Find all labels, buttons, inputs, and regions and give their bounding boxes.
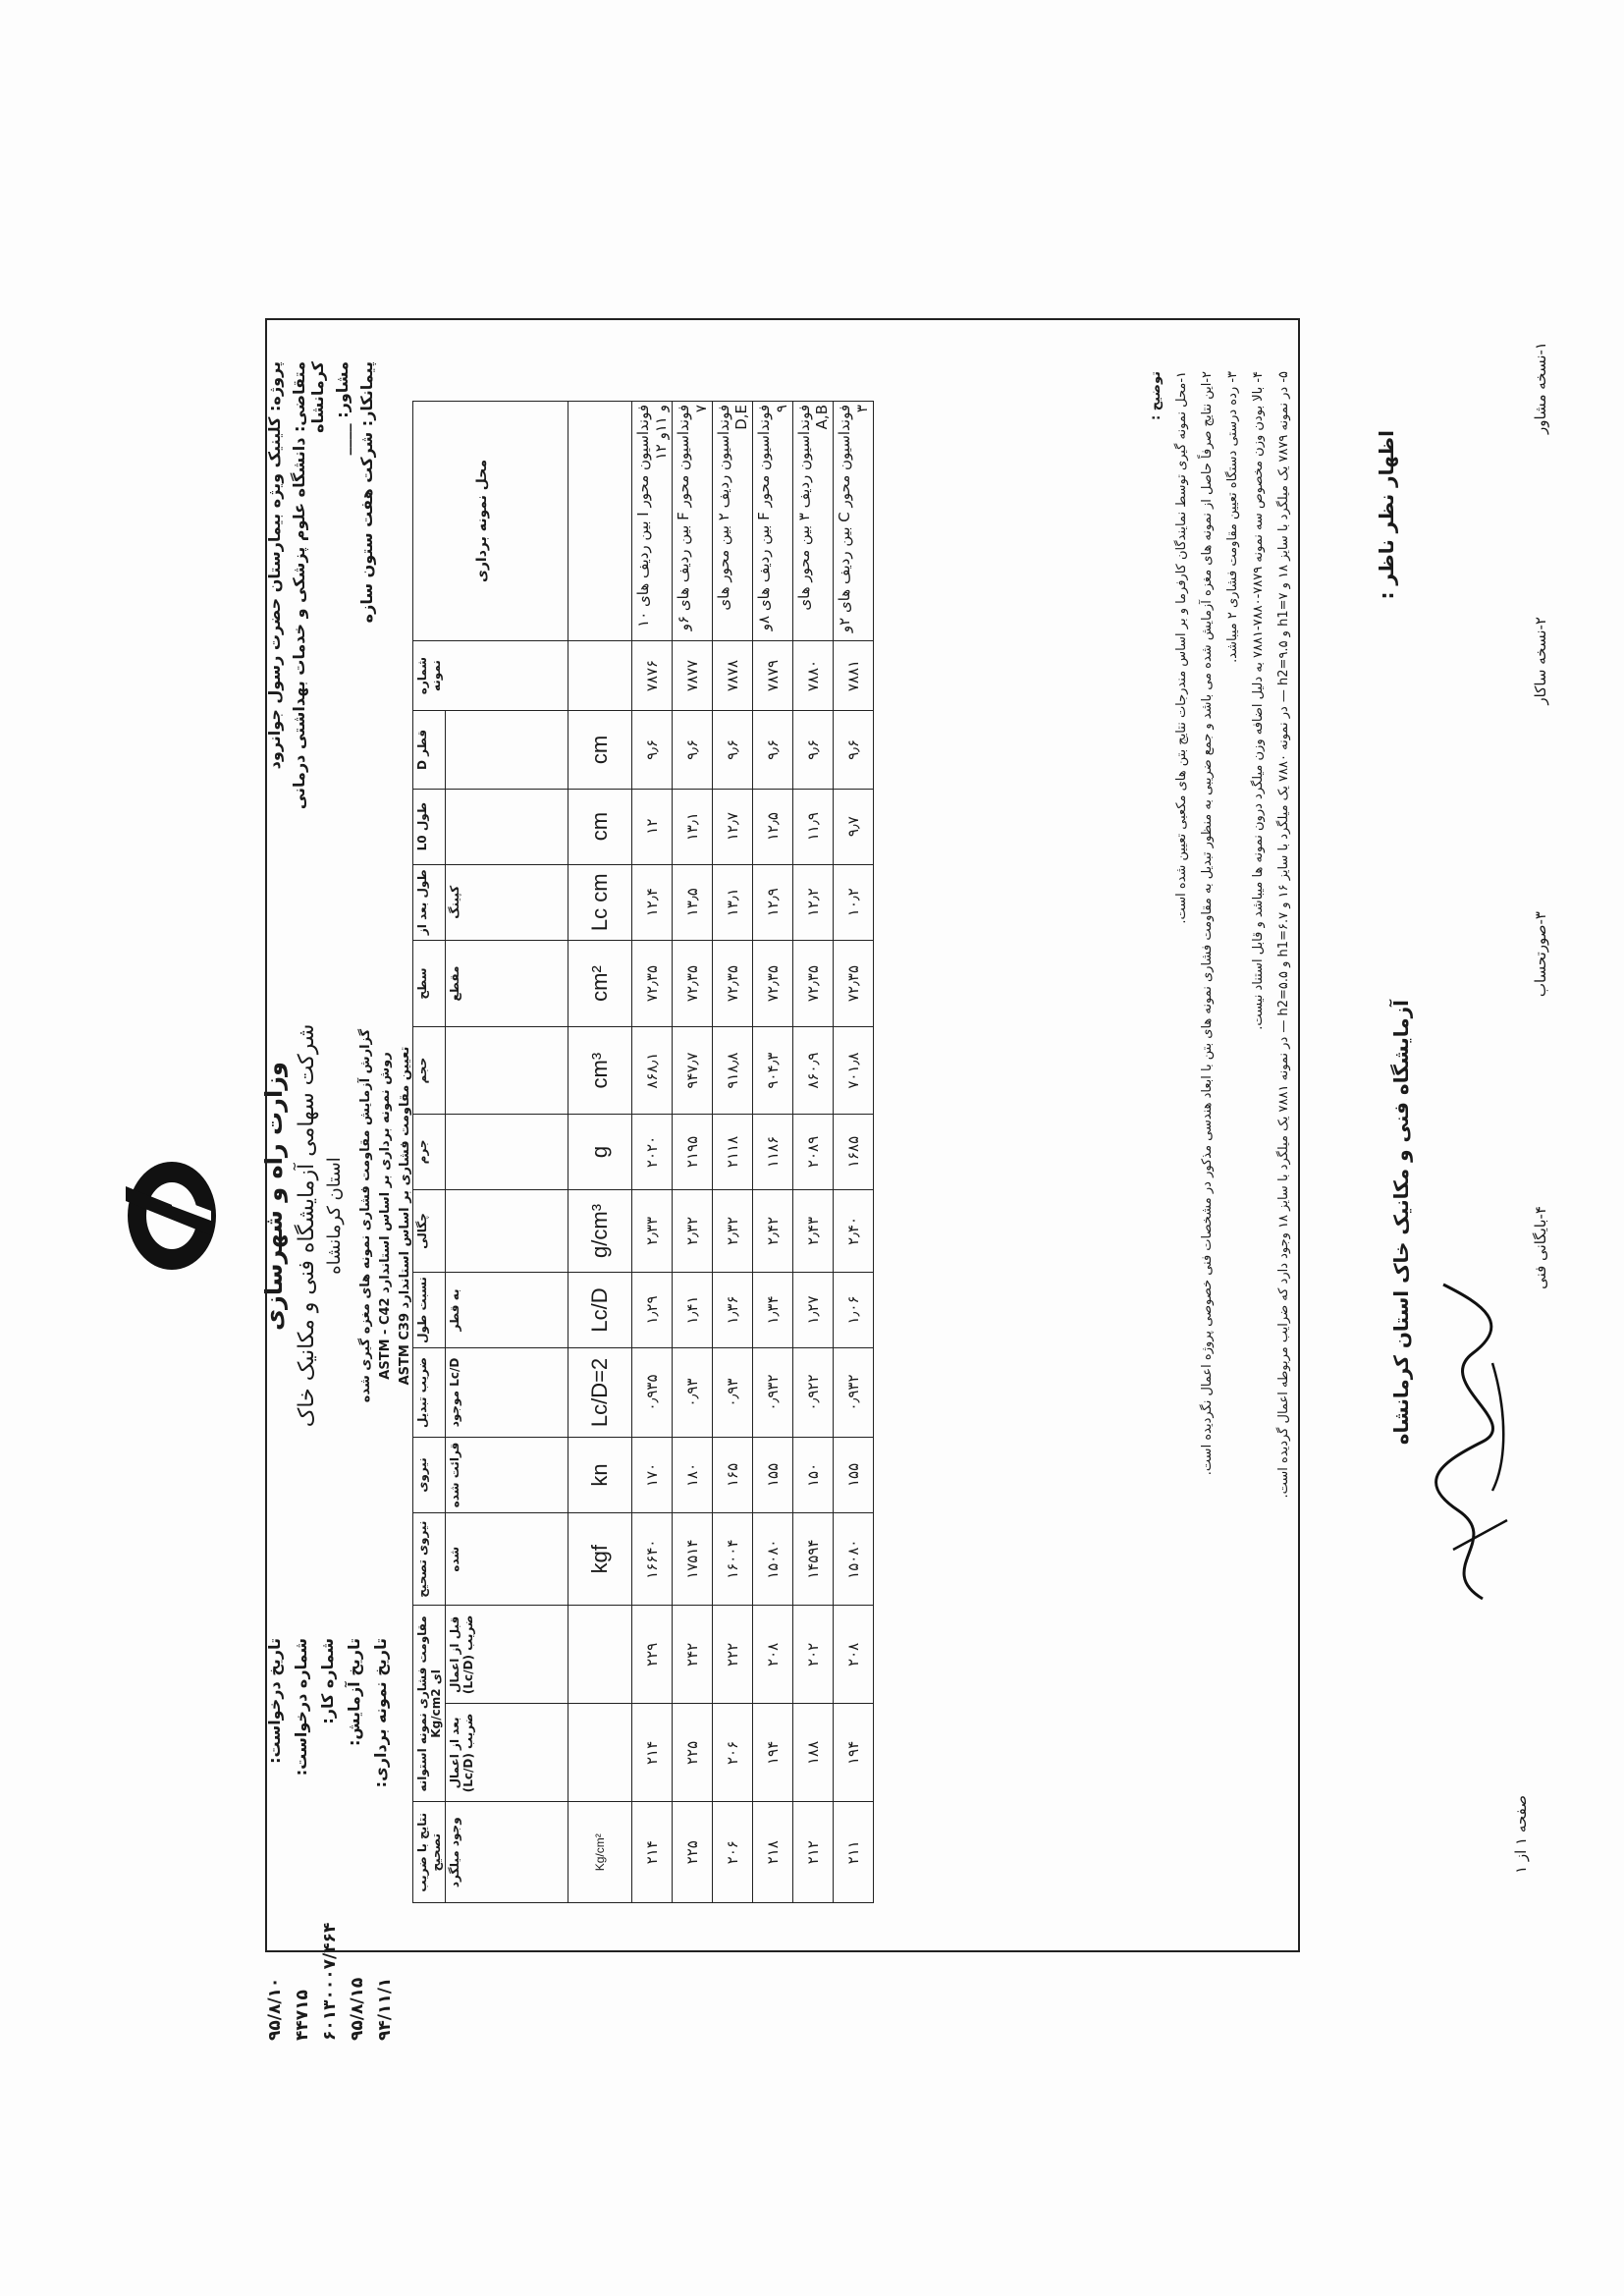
cell-corrected-result: ۲۰۶ [713,1802,753,1903]
strength-before-col: قبل از اعمال ضریب (Lc/D) [446,1606,568,1704]
cell-strength-before: ۲۰۲ [793,1606,834,1704]
cell-ld-ratio: ۱٫۳۴ [753,1272,793,1347]
cell-force-kgf: ۱۵۰۸۰ [834,1513,874,1606]
cell-conversion-factor: ۰٫۹۳۵ [632,1348,673,1438]
unit-diameter: cm [568,711,632,789]
test-date-value: ۹۵/۸/۱۵ [348,1977,367,2041]
col-area: سطح [413,940,446,1027]
col-diameter: قطر D [413,711,446,789]
cell-volume: ۷۰۱٫۸ [834,1027,874,1115]
cell-corrected-result: ۲۱۲ [793,1802,834,1903]
note-item: ۴- بالا بودن وزن مخصوص سه نمونه ۷۸۷۹-۷۸۸۰-۷۸۸۱ به دلیل اضافه وزن میلگرد درون نمونه ها میباشد و قابل استناد نیست. [1251,371,1266,1030]
ld-ratio-sub: به قطر [446,1272,568,1347]
unit-area: cm² [568,940,632,1027]
standard-c39: تعیین مقاومت فشاری بر اساس استاندارد ASTM C39 [398,1046,412,1386]
cell-length: ۹٫۷ [834,789,874,864]
cell-length: ۱۳٫۱ [673,789,713,864]
client-line: متقاضی: دانشگاه علوم پزشکی و خدمات بهداشتی درمانی کرمانشاه [290,361,327,810]
corrected-result-sub: وجود میلگرد [446,1802,568,1903]
contractor-line: پیمانکار: شرکت هفت ستون سازه [357,361,376,624]
density-sub [446,1189,568,1272]
cell-density: ۲٫۴۲ [753,1189,793,1272]
col-mass: جرم [413,1114,446,1189]
length-sub [446,789,568,864]
cell-force-kgf: ۱۵۰۸۰ [753,1513,793,1606]
cell-mass: ۲۱۱۸ [713,1114,753,1189]
cell-strength-after: ۱۸۸ [793,1704,834,1802]
cell-place: فونداسیون محور I بین ردیف های ۱۰ و ۱۱و ۱۲ [632,402,673,641]
cell-force-kn: ۱۷۰ [632,1437,673,1512]
col-force-kgf: نیروی تصحیح [413,1513,446,1606]
cell-length: ۱۲ [632,789,673,864]
cell-length-capped: ۱۲٫۲ [793,864,834,940]
cell-mass: ۲۰۸۹ [793,1114,834,1189]
unit-length: cm [568,789,632,864]
col-corrected-result: نتایج با ضریب تصحیح [413,1802,446,1903]
cell-force-kgf: ۱۶۶۴۰ [632,1513,673,1606]
cell-mass: ۱۶۸۵ [834,1114,874,1189]
cell-mass: ۲۰۲۰ [632,1114,673,1189]
unit-place [568,402,632,641]
results-table [412,401,874,1903]
request-date-value: ۹۵/۸/۱۰ [265,1977,285,2041]
lab-logo-icon [118,1157,226,1275]
cell-strength-after: ۲۲۵ [673,1704,713,1802]
request-number-label: شماره درخواست: [292,1638,310,1777]
cell-strength-before: ۲۰۸ [753,1606,793,1704]
cell-volume: ۹۱۸٫۸ [713,1027,753,1115]
copy-contractor: ۴-بایگانی فنی [1532,1206,1549,1289]
cell-area: ۷۲٫۳۵ [834,940,874,1027]
copy-owner: ۲-نسخه ساکار [1532,617,1549,705]
table-row [834,402,874,1903]
volume-sub [446,1027,568,1115]
unit-density: g/cm³ [568,1189,632,1272]
cell-sample-no: ۷۸۷۷ [673,640,713,710]
mass-sub [446,1114,568,1189]
diameter-sub [446,711,568,789]
note-item: ۱-محل نمونه گیری توسط نمایندگان کارفرما و بر اساس مندرجات نتایج بتن های مکعبی تعیین شده است. [1174,371,1189,924]
cell-area: ۷۲٫۳۵ [632,940,673,1027]
note-item: ۳- رده درستی دستگاه تعیین مقاومت فشاری ۲ میباشد. [1225,371,1240,663]
cell-mass: ۱۱۸۶ [753,1114,793,1189]
length-capped-sub: کپینگ [446,864,568,940]
cell-length-capped: ۱۳٫۱ [713,864,753,940]
cell-strength-before: ۲۴۲ [673,1606,713,1704]
cell-conversion-factor: ۰٫۹۲۲ [793,1348,834,1438]
unit-corrected-result: Kg/cm² [568,1802,632,1903]
cell-area: ۷۲٫۳۵ [713,940,753,1027]
unit-volume: cm³ [568,1027,632,1115]
cell-sample-no: ۷۸۷۶ [632,640,673,710]
cell-diameter: ۹٫۶ [834,711,874,789]
cell-diameter: ۹٫۶ [793,711,834,789]
cell-place: فونداسیون محور F بین ردیف های ۸و ۹ [753,402,793,641]
cell-volume: ۹۴۷٫۷ [673,1027,713,1115]
cell-diameter: ۹٫۶ [713,711,753,789]
cell-conversion-factor: ۰٫۹۳۲ [753,1348,793,1438]
cell-mass: ۲۱۹۵ [673,1114,713,1189]
col-place: محل نمونه برداری [413,402,568,641]
cell-area: ۷۲٫۳۵ [793,940,834,1027]
cell-density: ۲٫۴۳ [793,1189,834,1272]
table-row [673,402,713,1903]
cell-place: فونداسیون ردیف ۲ بین محور های D,E [713,402,753,641]
copy-supervisor: ۳-صورتحساب [1532,911,1549,998]
cell-conversion-factor: ۰٫۹۳ [673,1348,713,1438]
page-number [1512,1795,1530,1923]
cell-corrected-result: ۲۲۵ [673,1802,713,1903]
cell-length: ۱۱٫۹ [793,789,834,864]
unit-force-kn: kn [568,1437,632,1512]
col-density: چگالی [413,1189,446,1272]
cell-density: ۲٫۳۳ [632,1189,673,1272]
col-strength-group: مقاومت فشاری نمونه استوانه ای Kg/cm2 [413,1606,446,1802]
test-date-label: تاریخ آزمایش: [345,1638,363,1746]
cell-place: فونداسیون محور C بین ردیف های ۲و ۳ [834,402,874,641]
cell-conversion-factor: ۰٫۹۳ [713,1348,753,1438]
cell-diameter: ۹٫۶ [632,711,673,789]
cell-length-capped: ۱۳٫۵ [673,864,713,940]
cell-volume: ۸۶۰٫۹ [793,1027,834,1115]
conversion-factor-sub: Lc/D موجود [446,1348,568,1438]
cell-place: فونداسیون ردیف ۳ بین محور های A,B [793,402,834,641]
cell-diameter: ۹٫۶ [673,711,713,789]
cell-density: ۲٫۳۲ [673,1189,713,1272]
cell-strength-after: ۲۱۴ [632,1704,673,1802]
cell-length-capped: ۱۲٫۴ [632,864,673,940]
request-number-value: ۴۴۷۱۵ [293,1990,312,2041]
lab-signature-name: آزمایشگاه فنی و مکانیک خاک استان کرمانشاه [1389,1000,1413,1446]
unit-sample-no [568,640,632,710]
note-item: ۵- در نمونه ۷۸۷۹ یک میلگرد با سایز ۱۸ و h1=۷ و h2=۹.۵ — در نمونه ۷۸۸۰ یک میلگرد با سایز ۱۶ و h1=۶.۷ و h2=۵.۵ — در نمونه ۷۸۸۱ یک میلگرد با سایز ۱۸ وجود دارد که ضرایب مربوطه اعمال گردیده است. [1276,371,1291,1499]
cell-length-capped: ۱۰٫۲ [834,864,874,940]
cell-force-kn: ۱۵۰ [793,1437,834,1512]
cell-ld-ratio: ۱٫۴۱ [673,1272,713,1347]
cell-place: فونداسیون محور F بین ردیف های ۶و ۷ [673,402,713,641]
cell-sample-no: ۷۸۸۰ [793,640,834,710]
sampling-date-label: تاریخ نمونه برداری: [371,1638,390,1788]
unit-conversion-factor: Lc/D=2 [568,1348,632,1438]
company-name: شرکت سهامی آزمایشگاه فنی و مکانیک خاک [295,1023,319,1428]
col-volume: حجم [413,1027,446,1115]
sampling-date-value: ۹۴/۱۱/۱ [375,1977,395,2041]
cell-force-kn: ۱۸۰ [673,1437,713,1512]
cell-diameter: ۹٫۶ [753,711,793,789]
cell-density: ۲٫۴۰ [834,1189,874,1272]
table-row [632,402,673,1903]
request-date-label: تاریخ درخواست: [265,1638,284,1764]
cell-strength-before: ۲۲۲ [713,1606,753,1704]
report-title: گزارش آزمایش مقاومت فشاری نمونه های مغزه گیری شده [358,1028,373,1403]
unit-ld-ratio: Lc/D [568,1272,632,1347]
province-name: استان کرمانشاه [324,1157,345,1275]
signature-icon [1414,1275,1522,1609]
notes-block [1149,371,1302,1884]
unit-length-capped: Lc cm [568,864,632,940]
cell-density: ۲٫۳۲ [713,1189,753,1272]
table-row [753,402,793,1903]
page-value: ۱ از ۱ [1512,1836,1530,1874]
cell-strength-before: ۲۲۹ [632,1606,673,1704]
unit-force-kgf: kgf [568,1513,632,1606]
cell-force-kgf: ۱۶۰۰۴ [713,1513,753,1606]
cell-volume: ۸۶۸٫۱ [632,1027,673,1115]
col-ld-ratio: نسبت طول [413,1272,446,1347]
table-row [713,402,753,1903]
cell-area: ۷۲٫۳۵ [753,940,793,1027]
col-length: طول L0 [413,789,446,864]
cell-volume: ۹۰۴٫۳ [753,1027,793,1115]
unit-strength-after [568,1704,632,1802]
cell-corrected-result: ۲۱۱ [834,1802,874,1903]
unit-strength-before [568,1606,632,1704]
notes-title: توضیح : [1149,371,1164,420]
consultant-line: مشاور: ____ [333,361,352,456]
cell-length-capped: ۱۲٫۹ [753,864,793,940]
cell-force-kgf: ۱۴۵۹۴ [793,1513,834,1606]
cell-strength-after: ۱۹۴ [753,1704,793,1802]
strength-after-col: بعد از اعمال ضریب (Lc/D) [446,1704,568,1802]
cell-force-kn: ۱۵۵ [834,1437,874,1512]
cell-force-kn: ۱۵۵ [753,1437,793,1512]
cell-corrected-result: ۲۱۴ [632,1802,673,1903]
cell-sample-no: ۷۸۷۸ [713,640,753,710]
cell-strength-after: ۲۰۶ [713,1704,753,1802]
unit-mass: g [568,1114,632,1189]
cell-sample-no: ۷۸۷۹ [753,640,793,710]
cell-force-kgf: ۱۷۵۱۴ [673,1513,713,1606]
cell-sample-no: ۷۸۸۱ [834,640,874,710]
col-sample-no: شماره نمونه [413,640,568,710]
table-row [793,402,834,1903]
force-kn-sub: قرائت شده [446,1437,568,1512]
col-length-capped: طول بعد از [413,864,446,940]
note-item: ۲-این نتایج صرفاً حاصل از نمونه های مغزه آزمایش شده می باشد و جمع ضریبی به منظور تبدیل به مقاومت فشاری نمونه های بتن با ابعاد هندسی مذکور در مشخصات فنی خصوصی پروژه اعمال نگردیده است. [1200,371,1215,1476]
cell-length: ۱۲٫۷ [713,789,753,864]
force-kgf-sub: شده [446,1513,568,1606]
cell-ld-ratio: ۱٫۳۶ [713,1272,753,1347]
cell-conversion-factor: ۰٫۹۳۲ [834,1348,874,1438]
cell-corrected-result: ۲۱۸ [753,1802,793,1903]
cell-strength-after: ۱۹۴ [834,1704,874,1802]
cell-length: ۱۲٫۵ [753,789,793,864]
cell-ld-ratio: ۱٫۲۷ [793,1272,834,1347]
copy-consultant: ۱-نسخه مشاور [1532,342,1549,434]
page-label: صفحه [1512,1795,1530,1833]
project-line: پروژه: کلینیک ویژه بیمارستان حضرت رسول جوانرود [265,361,284,770]
standard-c42: روش نمونه برداری بر اساس استاندارد ASTM - C42 [378,1052,393,1380]
cell-area: ۷۲٫۳۵ [673,940,713,1027]
work-number-label: شماره کار: [318,1638,337,1724]
cell-force-kn: ۱۶۵ [713,1437,753,1512]
cell-ld-ratio: ۱٫۰۶ [834,1272,874,1347]
ministry-title: وزارت راه و شهرسازی [260,1062,288,1331]
work-number-value: ۶۰۱۳۰۰۰۷/۴۶۴ [320,1922,340,2041]
col-conversion-factor: ضریب تبدیل [413,1348,446,1438]
col-force-kn: نیروی [413,1437,446,1512]
inspector-opinion: اظهار نظر ناظر : [1375,430,1398,600]
cell-ld-ratio: ۱٫۲۹ [632,1272,673,1347]
area-sub: مقطع [446,940,568,1027]
cell-strength-before: ۲۰۸ [834,1606,874,1704]
